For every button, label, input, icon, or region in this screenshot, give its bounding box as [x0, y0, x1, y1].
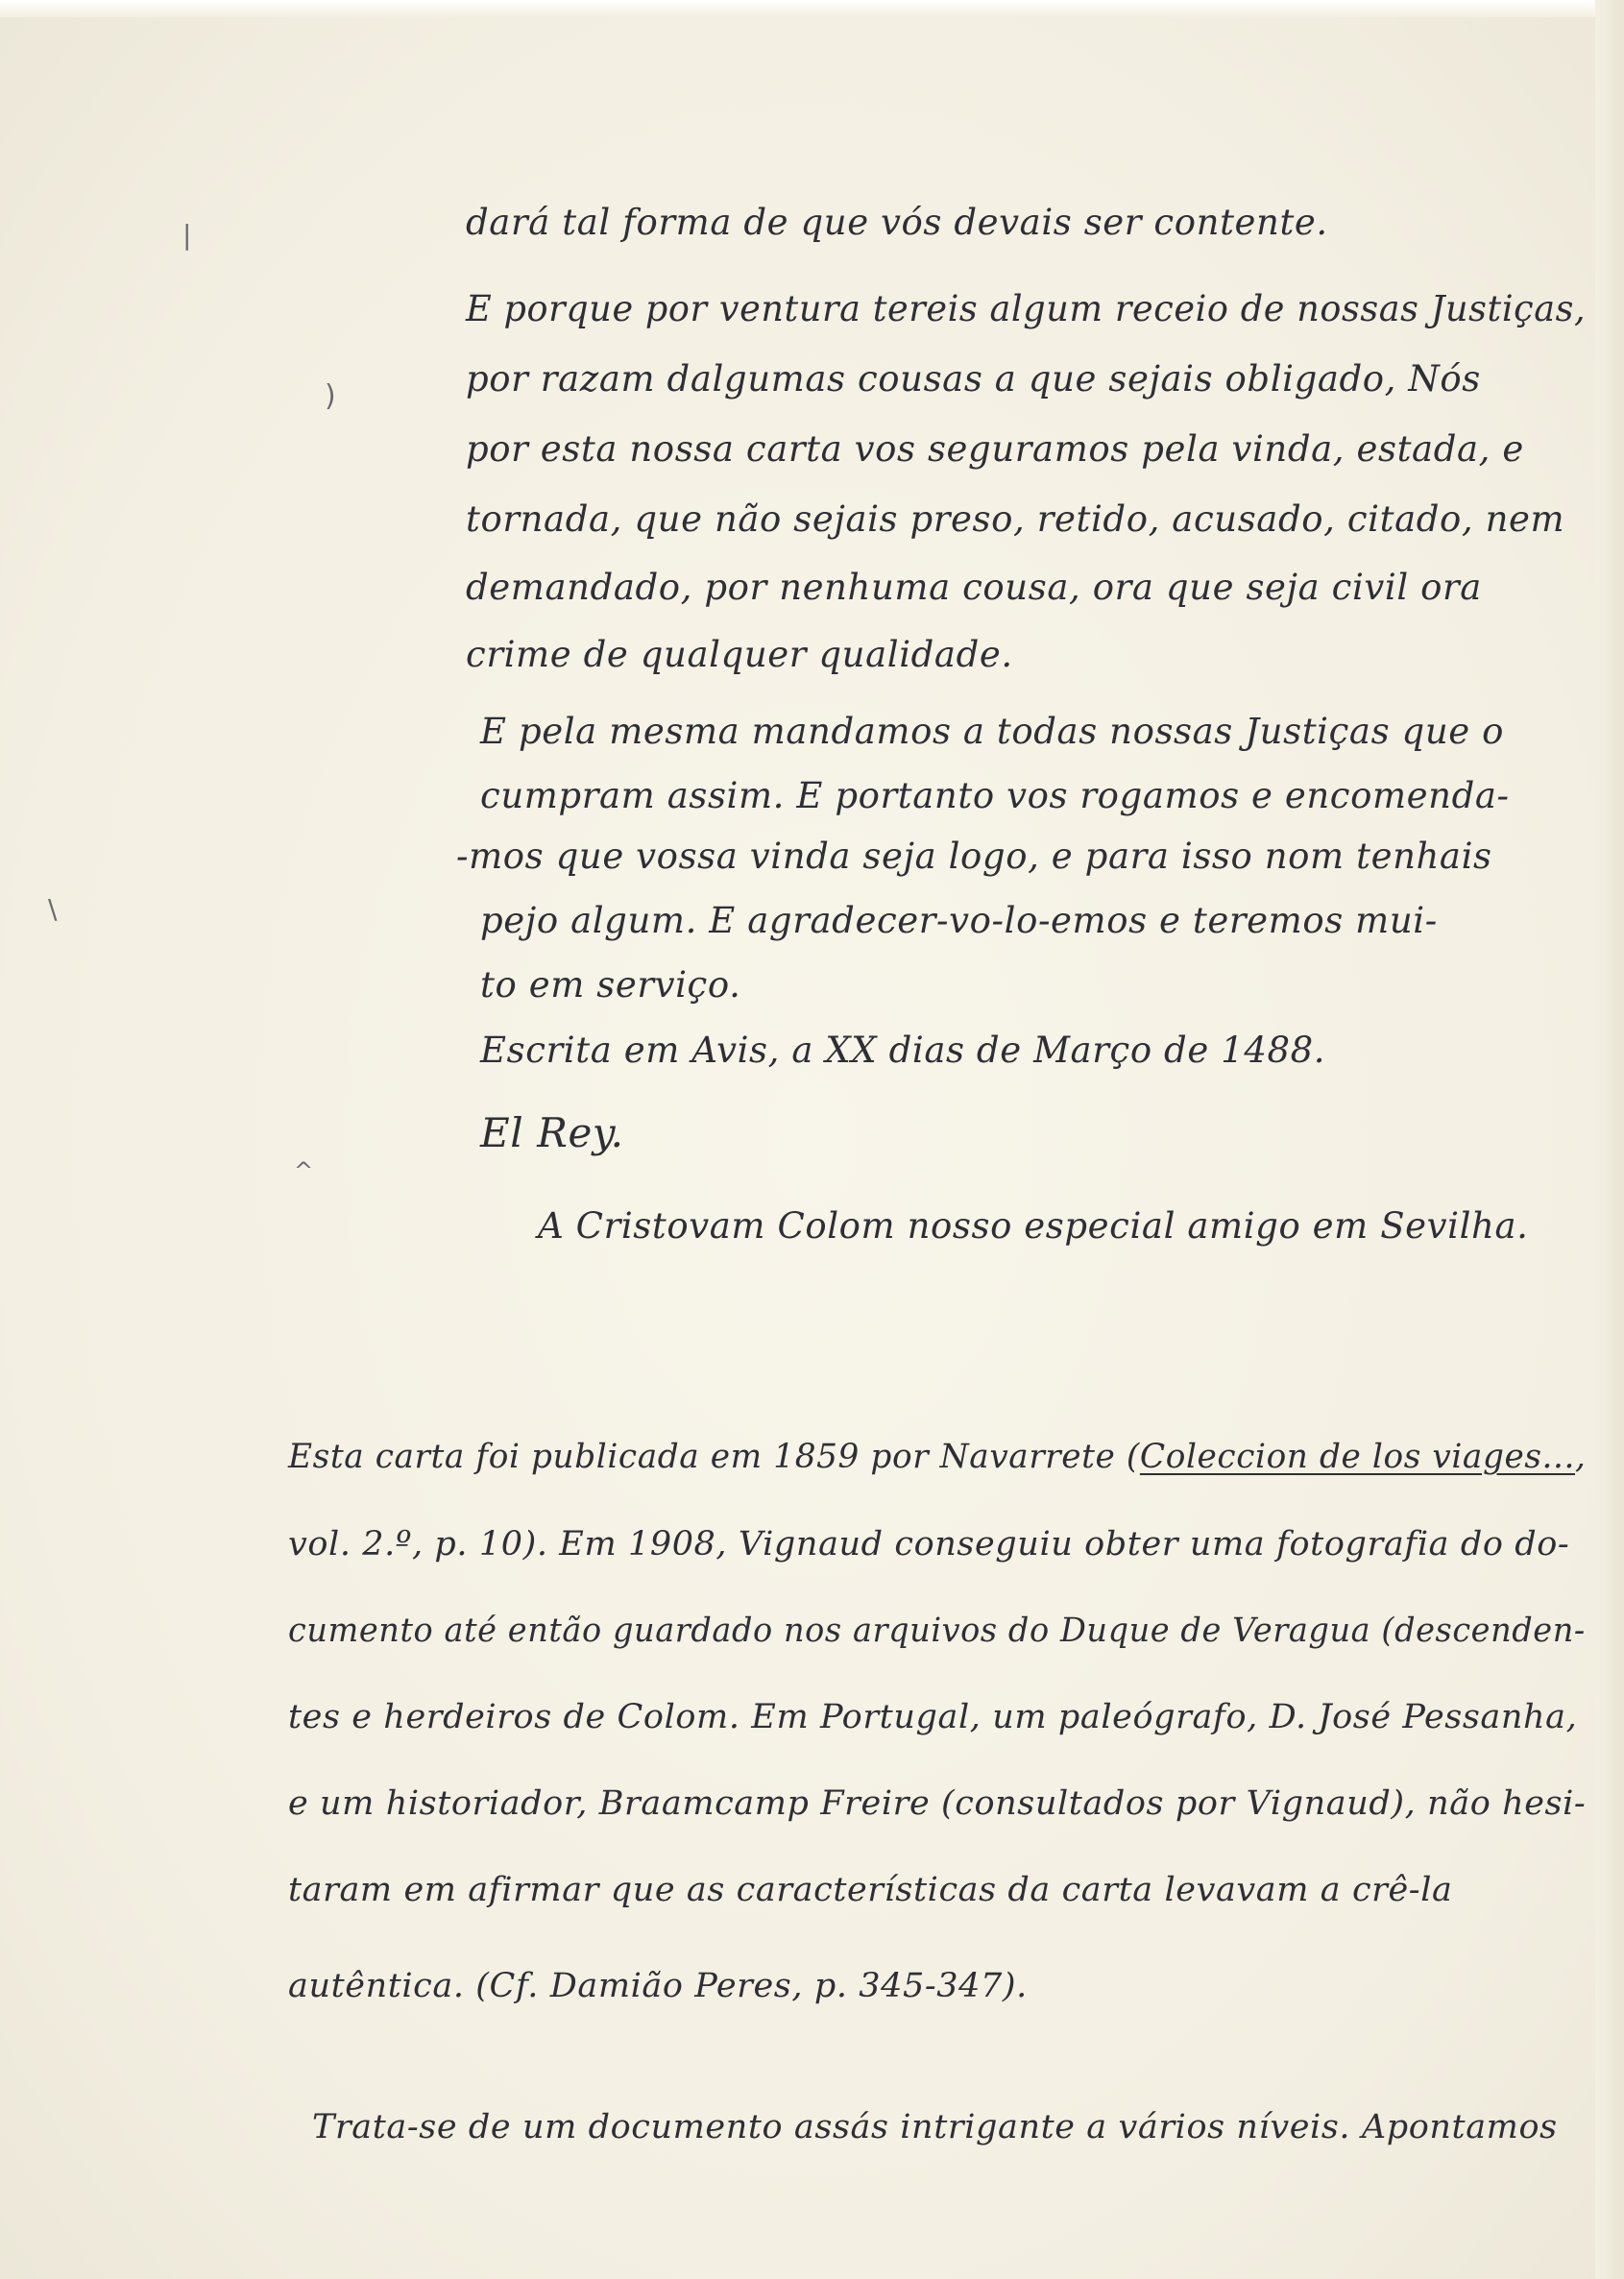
- page-top-edge: [0, 0, 1624, 17]
- letter-line: dará tal forma de que vós devais ser contente.: [466, 202, 1328, 243]
- letter-line: E pela mesma mandamos a todas nossas Justiças que o: [480, 711, 1504, 752]
- book-title: Coleccion de los viages...: [1139, 1438, 1576, 1476]
- letter-line: tornada, que não sejais preso, retido, acusado, citado, nem: [466, 498, 1565, 540]
- page-right-edge: [1595, 0, 1624, 2279]
- commentary-line: taram em afirmar que as características da carta levavam a crê-la: [288, 1871, 1453, 1909]
- commentary-line: cumento até então guardado nos arquivos do Duque de Veragua (descenden-: [288, 1612, 1586, 1650]
- commentary-line: e um historiador, Braamcamp Freire (consultados por Vignaud), não hesi-: [288, 1784, 1587, 1823]
- margin-mark: ): [325, 379, 336, 413]
- letter-line: to em serviço.: [480, 964, 741, 1006]
- letter-line: crime de qualquer qualidade.: [466, 634, 1013, 675]
- commentary-line: [288, 1438, 1587, 1476]
- letter-line: por esta nossa carta vos seguramos pela vinda, estada, e: [466, 428, 1524, 470]
- margin-mark: ^: [294, 1157, 314, 1184]
- commentary-line: autêntica. (Cf. Damião Peres, p. 345-347).: [288, 1967, 1028, 2005]
- letter-line: cumpram assim. E portanto vos rogamos e encomenda-: [480, 775, 1510, 816]
- letter-address: A Cristovam Colom nosso especial amigo em Sevilha.: [538, 1205, 1529, 1247]
- letter-line: demandado, por nenhuma cousa, ora que seja civil ora: [466, 567, 1482, 608]
- letter-line: E porque por ventura tereis algum receio de nossas Justiças,: [466, 288, 1587, 329]
- letter-line: pejo algum. E agradecer-vo-lo-emos e teremos mui-: [480, 900, 1438, 941]
- commentary-line: tes e herdeiros de Colom. Em Portugal, um paleógrafo, D. José Pessanha,: [288, 1698, 1578, 1736]
- commentary-line: Trata-se de um documento assás intrigante a vários níveis. Apontamos: [312, 2108, 1558, 2146]
- letter-line: por razam dalgumas cousas a que sejais obligado, Nós: [466, 358, 1481, 400]
- letter-signature: El Rey.: [480, 1109, 624, 1156]
- commentary-text: Esta carta foi publicada em 1859 por Navarrete (: [288, 1438, 1140, 1476]
- commentary-text: ,: [1575, 1438, 1587, 1476]
- margin-mark: |: [182, 219, 192, 251]
- letter-date: Escrita em Avis, a XX dias de Março de 1488.: [480, 1030, 1326, 1071]
- margin-mark: \: [48, 893, 58, 925]
- letter-line: -mos que vossa vinda seja logo, e para isso nom tenhais: [456, 836, 1492, 877]
- commentary-line: vol. 2.º, p. 10). Em 1908, Vignaud conseguiu obter uma fotografia do do-: [288, 1525, 1570, 1564]
